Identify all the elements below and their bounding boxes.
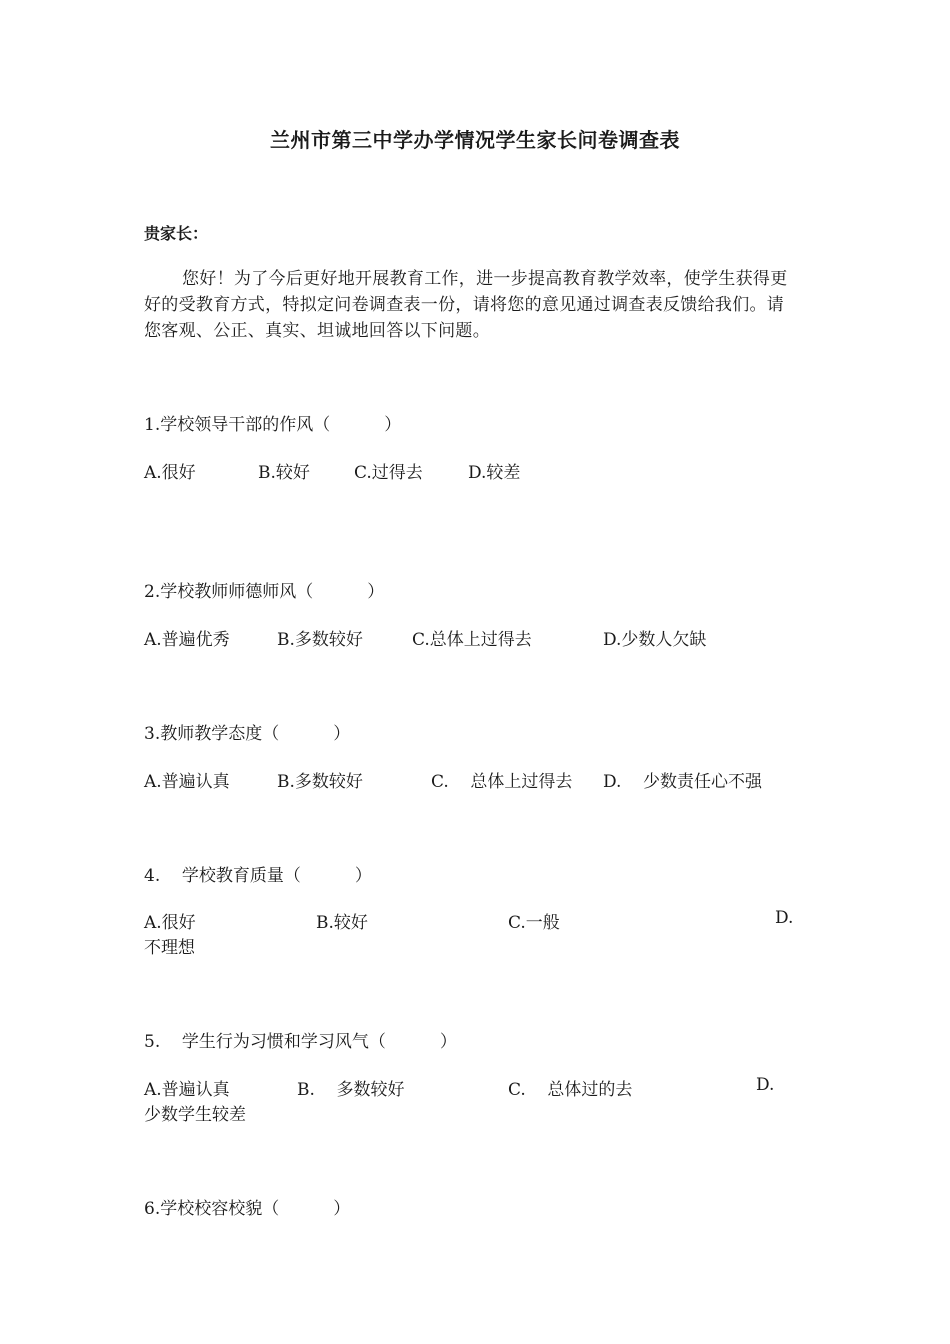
q3-option-d: D. 少数责任心不强 — [603, 772, 763, 792]
q1-option-d: D.较差 — [468, 463, 521, 483]
q2-option-c: C.总体上过得去 — [412, 630, 532, 650]
q1-option-a: A.很好 — [144, 463, 196, 483]
salutation: 贵家长： — [144, 224, 209, 243]
q1-option-c: C.过得去 — [354, 463, 423, 483]
q3-option-a: A.普遍认真 — [144, 772, 230, 792]
question-5: 5. 学生行为习惯和学习风气（ ） — [144, 1032, 457, 1052]
q2-option-d: D.少数人欠缺 — [603, 630, 707, 650]
q4-option-a: A.很好 — [144, 913, 196, 933]
intro-paragraph: 您好！为了今后更好地开展教育工作，进一步提高教育教学效率，使学生获得更好的受教育方式，特拟定问卷调查表一份，请将您的意见通过调查表反馈给我们。请您客观、公正、真实、坦诚地回答以下问题。 — [144, 269, 788, 341]
q2-option-b: B.多数较好 — [277, 630, 363, 650]
q5-option-c: C. 总体过的去 — [508, 1080, 633, 1100]
document-title: 兰州市第三中学办学情况学生家长问卷调查表 — [270, 128, 680, 152]
q5-option-b: B. 多数较好 — [297, 1080, 405, 1100]
q3-option-b: B.多数较好 — [277, 772, 363, 792]
question-6: 6.学校校容校貌（ ） — [144, 1199, 351, 1219]
question-3: 3.教师教学态度（ ） — [144, 724, 351, 744]
q1-option-b: B.较好 — [258, 463, 310, 483]
q4-option-d: D. — [775, 908, 794, 928]
q2-option-a: A.普遍优秀 — [144, 630, 230, 650]
q4-option-b: B.较好 — [316, 913, 368, 933]
q5-option-a: A.普遍认真 — [144, 1080, 230, 1100]
q5-option-d-text: 少数学生较差 — [144, 1105, 246, 1125]
question-1: 1.学校领导干部的作风（ ） — [144, 415, 402, 435]
question-4: 4. 学校教育质量（ ） — [144, 866, 372, 886]
q4-option-d-text: 不理想 — [144, 938, 195, 958]
q3-option-c: C. 总体上过得去 — [431, 772, 573, 792]
q4-option-c: C.一般 — [508, 913, 560, 933]
question-2: 2.学校教师师德师风（ ） — [144, 582, 385, 602]
q5-option-d: D. — [756, 1075, 775, 1095]
